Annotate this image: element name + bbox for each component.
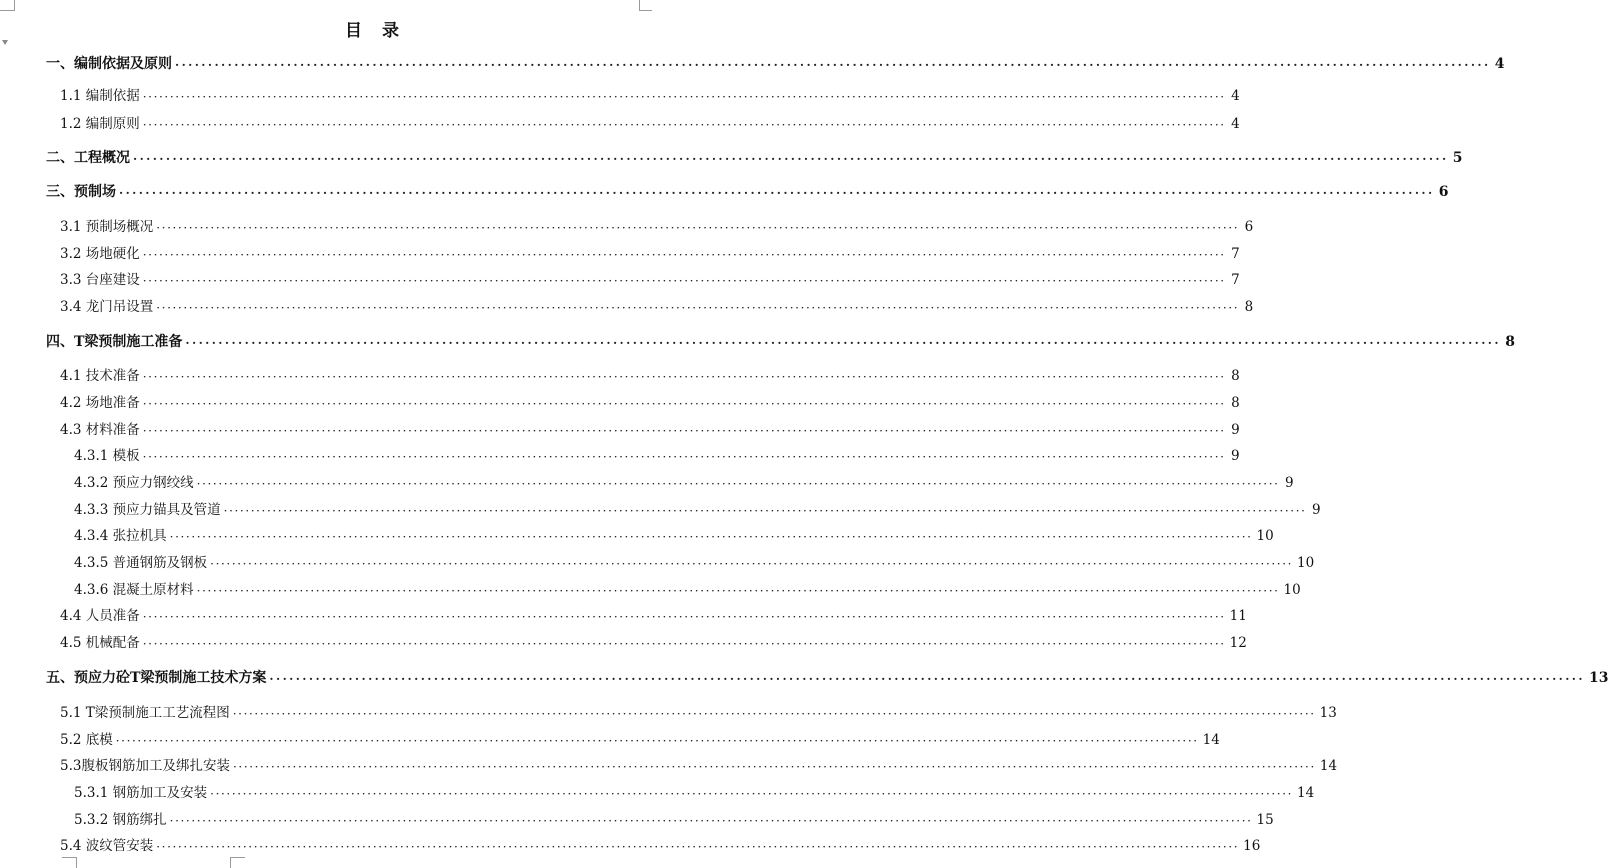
toc-entry[interactable] <box>60 297 1254 317</box>
toc-dot-leader: ········································································································································································································ <box>142 450 1226 464</box>
toc-dot-leader: ········································································································································································································ <box>142 424 1226 438</box>
toc-dot-leader: ········································································································································································································ <box>210 787 1294 801</box>
toc-dot-leader: ········································································································································································································ <box>142 90 1226 104</box>
toc-page-number: 4 <box>1231 88 1240 104</box>
toc-entry[interactable] <box>46 668 1608 688</box>
toc-entry-label: 4.3.1 模板 <box>74 448 140 464</box>
toc-entry-label: 5.2 底模 <box>60 732 113 748</box>
toc-dot-leader: ········································································································································································································ <box>196 477 1280 491</box>
toc-entry-label: 5.4 波纹管安装 <box>60 838 154 854</box>
toc-page-number: 8 <box>1231 395 1240 411</box>
toc-entry-label: 4.3.4 张拉机具 <box>74 528 167 544</box>
toc-entry[interactable] <box>60 366 1240 386</box>
toc-entry[interactable] <box>74 810 1274 830</box>
toc-page-number: 14 <box>1202 732 1220 748</box>
toc-entry-label: 一、编制依据及原则 <box>46 56 172 72</box>
toc-entry[interactable] <box>60 270 1240 290</box>
toc-entry-label: 4.3 材料准备 <box>60 422 140 438</box>
toc-dot-leader: ········································································································································································································ <box>142 370 1226 384</box>
toc-dot-leader: ········································································································································································································ <box>232 707 1316 721</box>
toc-entry-label: 4.3.3 预应力锚具及管道 <box>74 502 221 518</box>
toc-entry-label: 三、预制场 <box>46 184 116 200</box>
toc-page-number: 8 <box>1231 368 1240 384</box>
toc-entry[interactable] <box>46 182 1449 202</box>
toc-dot-leader: ········································································································································································································ <box>119 186 1435 200</box>
toc-page-number: 9 <box>1311 502 1321 518</box>
toc-page-number: 9 <box>1231 422 1240 438</box>
toc-page-number: 12 <box>1229 635 1247 651</box>
toc-entry[interactable] <box>60 606 1247 626</box>
toc-dot-leader: ········································································································································································································ <box>142 397 1226 411</box>
toc-dot-leader: ········································································································································································································ <box>142 610 1226 624</box>
toc-dot-leader: ········································································································································································································ <box>269 672 1585 686</box>
toc-page-number: 14 <box>1319 758 1338 774</box>
toc-page-number: 11 <box>1229 608 1247 624</box>
toc-entry[interactable] <box>60 730 1220 750</box>
toc-entry[interactable] <box>74 473 1294 493</box>
toc-page-number: 16 <box>1243 838 1261 854</box>
toc-page-number: 13 <box>1588 670 1608 686</box>
toc-entry[interactable] <box>60 633 1247 653</box>
toc-dot-leader: ········································································································································································································ <box>210 557 1294 571</box>
toc-dot-leader: ········································································································································································································ <box>185 336 1501 350</box>
toc-entry-label: 4.3.2 预应力钢绞线 <box>74 475 194 491</box>
toc-entry[interactable] <box>60 86 1240 106</box>
toc-entry-label: 3.3 台座建设 <box>60 272 140 288</box>
toc-entry[interactable] <box>60 703 1337 723</box>
toc-entry-label: 4.2 场地准备 <box>60 395 140 411</box>
toc-entry-label: 3.4 龙门吊设置 <box>60 299 154 315</box>
margin-corner-mark <box>639 0 652 11</box>
toc-dot-leader: ········································································································································································································ <box>142 118 1226 132</box>
margin-corner-mark <box>230 857 245 868</box>
toc-page-number: 13 <box>1319 705 1337 721</box>
toc-entry[interactable] <box>74 580 1301 600</box>
toc-entry[interactable] <box>74 526 1274 546</box>
toc-dot-leader: ········································································································································································································ <box>142 637 1226 651</box>
toc-entry[interactable] <box>74 500 1321 520</box>
toc-dot-leader: ········································································································································································································ <box>156 301 1240 315</box>
toc-entry-label: 5.3腹板钢筋加工及绑扎安装 <box>60 758 230 774</box>
toc-entry[interactable] <box>60 244 1240 264</box>
toc-entry[interactable] <box>46 148 1463 168</box>
toc-dot-leader: ········································································································································································································ <box>175 58 1491 72</box>
toc-dot-leader: ········································································································································································································ <box>115 734 1199 748</box>
toc-entry[interactable] <box>60 420 1240 440</box>
toc-page-number: 8 <box>1505 334 1515 350</box>
toc-entry-label: 四、T梁预制施工准备 <box>46 334 183 350</box>
toc-entry-label: 4.4 人员准备 <box>60 608 140 624</box>
toc-entry[interactable] <box>74 446 1240 466</box>
toc-entry[interactable] <box>60 217 1254 237</box>
toc-entry-label: 1.2 编制原则 <box>60 116 140 132</box>
toc-entry-label: 3.1 预制场概况 <box>60 219 154 235</box>
toc-page-number: 5 <box>1452 150 1463 166</box>
toc-page-number: 10 <box>1256 528 1274 544</box>
toc-entry[interactable] <box>46 332 1515 352</box>
toc-dot-leader: ········································································································································································································ <box>169 530 1253 544</box>
toc-entry[interactable] <box>74 783 1315 803</box>
toc-entry[interactable] <box>60 393 1240 413</box>
toc-page-number: 14 <box>1297 785 1315 801</box>
toc-dot-leader: ········································································································································································································ <box>223 504 1307 518</box>
toc-page-number: 4 <box>1231 116 1240 132</box>
toc-title: 目 录 <box>345 21 399 41</box>
toc-page-number: 8 <box>1244 299 1254 315</box>
toc-entry-label: 4.1 技术准备 <box>60 368 140 384</box>
toc-page-number: 15 <box>1256 812 1274 828</box>
toc-entry-label: 二、工程概况 <box>46 150 130 166</box>
toc-dot-leader: ········································································································································································································ <box>142 274 1226 288</box>
toc-entry[interactable] <box>60 114 1240 134</box>
toc-page-number: 7 <box>1231 246 1240 262</box>
toc-dot-leader: ········································································································································································································ <box>169 814 1253 828</box>
toc-entry[interactable] <box>74 553 1315 573</box>
toc-entry[interactable] <box>46 54 1505 74</box>
margin-corner-mark <box>0 0 15 11</box>
toc-entry-label: 1.1 编制依据 <box>60 88 140 104</box>
toc-page-number: 9 <box>1230 448 1240 464</box>
toc-dot-leader: ········································································································································································································ <box>133 152 1449 166</box>
toc-entry-label: 5.3.2 钢筋绑扎 <box>74 812 167 828</box>
toc-entry-label: 4.3.5 普通钢筋及钢板 <box>74 555 208 571</box>
margin-corner-mark <box>62 857 77 868</box>
toc-dot-leader: ········································································································································································································ <box>232 760 1316 774</box>
toc-entry-label: 4.5 机械配备 <box>60 635 140 651</box>
toc-page-number: 10 <box>1297 555 1315 571</box>
toc-entry-label: 5.1 T梁预制施工工艺流程图 <box>60 705 230 721</box>
toc-dot-leader: ········································································································································································································ <box>196 584 1280 598</box>
toc-entry-label: 4.3.6 混凝土原材料 <box>74 582 194 598</box>
toc-dot-leader: ········································································································································································································ <box>156 221 1240 235</box>
toc-dot-leader: ········································································································································································································ <box>142 248 1226 262</box>
toc-page-number: 4 <box>1494 56 1505 72</box>
toc-entry[interactable] <box>60 756 1338 776</box>
toc-entry-label: 五、预应力砼T梁预制施工技术方案 <box>46 670 267 686</box>
toc-dot-leader: ········································································································································································································ <box>156 840 1240 854</box>
toc-entry[interactable] <box>60 836 1261 856</box>
toc-page-number: 10 <box>1283 582 1301 598</box>
toc-page-number: 7 <box>1231 272 1240 288</box>
toc-page-number: 6 <box>1244 219 1254 235</box>
toc-entry-label: 5.3.1 钢筋加工及安装 <box>74 785 208 801</box>
toc-page-number: 9 <box>1284 475 1294 491</box>
toc-page-number: 6 <box>1438 184 1449 200</box>
toc-entry-label: 3.2 场地硬化 <box>60 246 140 262</box>
